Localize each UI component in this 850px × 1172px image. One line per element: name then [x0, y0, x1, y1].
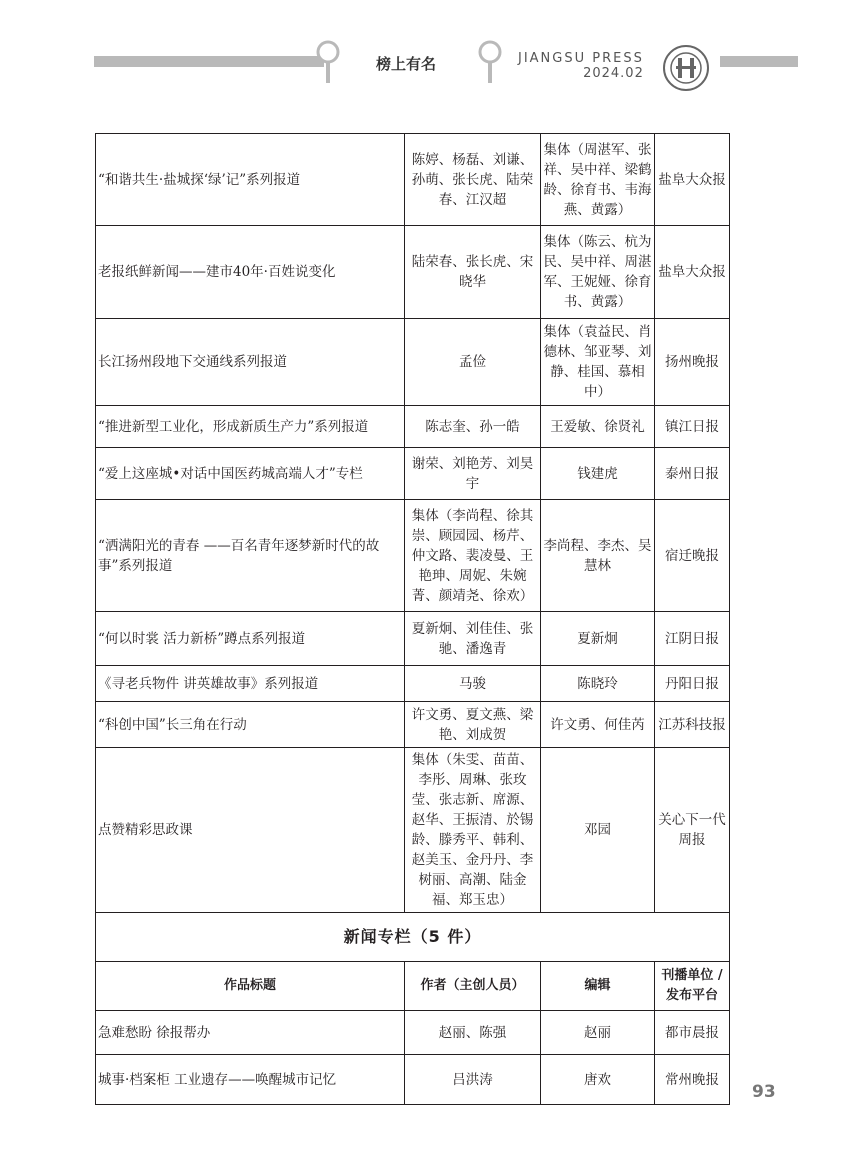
- editors: 集体（袁益民、肖德林、邹亚琴、刘静、桂国、慕相中）: [541, 319, 655, 406]
- table-row: [96, 319, 730, 406]
- editors: 王爱敏、徐贤礼: [541, 406, 655, 448]
- table-row: [96, 702, 730, 748]
- column-header-outlet: 刊播单位 / 发布平台: [655, 962, 730, 1011]
- outlet: 都市晨报: [655, 1011, 730, 1055]
- work-title: 城事·档案柜 工业遗存——唤醒城市记忆: [96, 1055, 405, 1105]
- publication-info: [518, 51, 644, 81]
- work-title: 急难愁盼 徐报帮办: [96, 1011, 405, 1055]
- table-row: [96, 134, 730, 226]
- issue-date: 2024.02: [583, 66, 644, 81]
- authors: 集体（李尚程、徐其崇、顾园园、杨芹、仲文路、裴凌曼、王艳珅、周妮、朱婉菁、颜靖尧、徐欢）: [405, 500, 541, 612]
- authors: 集体（朱雯、苗苗、李彤、周琳、张玫莹、张志新、席源、赵华、王振清、於锡龄、滕秀平、韩利、赵美玉、金丹丹、李树丽、高潮、陆金福、郑玉忠）: [405, 748, 541, 913]
- pin-icon: [478, 40, 502, 86]
- authors: 吕洪涛: [405, 1055, 541, 1105]
- table-row: [96, 666, 730, 702]
- editors: 许文勇、何佳芮: [541, 702, 655, 748]
- authors: 夏新炯、刘佳佳、张驰、潘逸青: [405, 612, 541, 666]
- editors: 唐欢: [541, 1055, 655, 1105]
- header-bar-right: [720, 56, 798, 67]
- table-row: [96, 748, 730, 913]
- table-row: [96, 1011, 730, 1055]
- table-row: [96, 448, 730, 500]
- work-title: 点赞精彩思政课: [96, 748, 405, 913]
- outlet: 江阴日报: [655, 612, 730, 666]
- table-row: [96, 226, 730, 319]
- editors: 邓园: [541, 748, 655, 913]
- outlet: 扬州晚报: [655, 319, 730, 406]
- editors: 钱建虎: [541, 448, 655, 500]
- outlet: 江苏科技报: [655, 702, 730, 748]
- table-row: [96, 1055, 730, 1105]
- work-title: “推进新型工业化，形成新质生产力”系列报道: [96, 406, 405, 448]
- association-logo-icon: [662, 44, 710, 92]
- column-header-authors: 作者（主创人员）: [405, 962, 541, 1011]
- award-list-table: [95, 133, 730, 1105]
- work-title: 《寻老兵物件 讲英雄故事》系列报道: [96, 666, 405, 702]
- authors: 赵丽、陈强: [405, 1011, 541, 1055]
- column-header-row: [96, 962, 730, 1011]
- authors: 陈志奎、孙一皓: [405, 406, 541, 448]
- authors: 许文勇、夏文燕、梁艳、刘成贺: [405, 702, 541, 748]
- authors: 孟俭: [405, 319, 541, 406]
- section-heading-row: [96, 913, 730, 962]
- header-bar-left: [94, 56, 324, 67]
- table-row: [96, 612, 730, 666]
- work-title: “何以时裳 活力新桥”蹲点系列报道: [96, 612, 405, 666]
- editors: 李尚程、李杰、吴慧林: [541, 500, 655, 612]
- outlet: 泰州日报: [655, 448, 730, 500]
- authors: 陈婷、杨磊、刘谦、孙萌、张长虎、陆荣春、江汉超: [405, 134, 541, 226]
- column-header-title: 作品标题: [96, 962, 405, 1011]
- page-number: 93: [752, 1082, 776, 1102]
- editors: 陈晓玲: [541, 666, 655, 702]
- outlet: 丹阳日报: [655, 666, 730, 702]
- work-title: 长江扬州段地下交通线系列报道: [96, 319, 405, 406]
- work-title: “和谐共生·盐城探‘绿’记”系列报道: [96, 134, 405, 226]
- work-title: “爱上这座城•对话中国医药城高端人才”专栏: [96, 448, 405, 500]
- publication-name: JIANGSU PRESS: [518, 51, 644, 66]
- section-heading: 新闻专栏（5 件）: [96, 913, 730, 962]
- work-title: 老报纸鲜新闻——建市40年·百姓说变化: [96, 226, 405, 319]
- authors: 谢荣、刘艳芳、刘昊宇: [405, 448, 541, 500]
- table-row: [96, 500, 730, 612]
- work-title: “洒满阳光的青春 ——百名青年逐梦新时代的故事”系列报道: [96, 500, 405, 612]
- authors: 马骏: [405, 666, 541, 702]
- editors: 集体（周湛军、张祥、吴中祥、梁鹤龄、徐育书、韦海燕、黄露）: [541, 134, 655, 226]
- editors: 赵丽: [541, 1011, 655, 1055]
- outlet: 关心下一代周报: [655, 748, 730, 913]
- column-header-editors: 编辑: [541, 962, 655, 1011]
- outlet: 宿迁晚报: [655, 500, 730, 612]
- outlet: 盐阜大众报: [655, 226, 730, 319]
- section-name: 榜上有名: [376, 55, 437, 73]
- editors: 夏新炯: [541, 612, 655, 666]
- pin-icon: [316, 40, 340, 86]
- outlet: 镇江日报: [655, 406, 730, 448]
- authors: 陆荣春、张长虎、宋晓华: [405, 226, 541, 319]
- work-title: “科创中国”长三角在行动: [96, 702, 405, 748]
- editors: 集体（陈云、杭为民、吴中祥、周湛军、王妮娅、徐育书、黄露）: [541, 226, 655, 319]
- table-row: [96, 406, 730, 448]
- outlet: 常州晚报: [655, 1055, 730, 1105]
- outlet: 盐阜大众报: [655, 134, 730, 226]
